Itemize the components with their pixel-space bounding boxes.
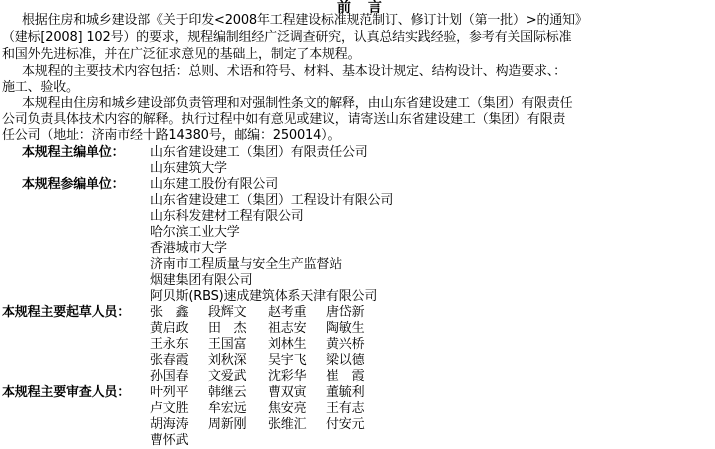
- paragraph-1-line-1: 根据住房和城乡建设部《关于印发<2008年工程建设标准规范制订、修订计划（第一批）>的通知》: [22, 13, 588, 28]
- paragraph-1-line-3: 和国外先进标准，并在广泛征求意见的基础上，制定了本规程。: [2, 47, 361, 62]
- participating-unit: 烟建集团有限公司: [150, 273, 253, 288]
- reviewer-name: 胡海涛: [150, 417, 189, 432]
- drafter-name: 张春霞: [150, 353, 189, 368]
- chief-units-label: 本规程主编单位：: [22, 145, 125, 160]
- drafter-name: 唐岱新: [326, 305, 365, 320]
- reviewer-name: 付安元: [326, 417, 365, 432]
- participating-unit: 山东省建设建工（集团）工程设计有限公司: [150, 193, 394, 208]
- participating-unit: 山东科发建材工程有限公司: [150, 209, 304, 224]
- paragraph-2-line-2: 施工、验收。: [2, 80, 79, 95]
- reviewers-row: [150, 433, 188, 449]
- drafters-label: 本规程主要起草人员：: [2, 305, 131, 320]
- reviewer-name: 曹双寅: [268, 385, 307, 400]
- paragraph-3-line-3: 任公司（地址：济南市经十路14380号，邮编：250014）。: [2, 128, 341, 143]
- drafter-name: 吴宇飞: [268, 353, 307, 368]
- reviewer-name: 韩继云: [208, 385, 247, 400]
- paragraph-3-line-1: 本规程由住房和城乡建设部负责管理和对强制性条文的解释，由山东省建设建工（集团）有限责任: [22, 96, 573, 111]
- chief-unit: 山东建筑大学: [150, 161, 227, 176]
- drafter-name: 沈彩华: [268, 369, 307, 384]
- drafter-name: 田 杰: [208, 321, 247, 336]
- reviewer-name: 王有志: [326, 401, 365, 416]
- reviewer-name: 卢文胜: [150, 401, 189, 416]
- chief-unit: 山东省建设建工（集团）有限责任公司: [150, 145, 368, 160]
- participating-unit: 哈尔滨工业大学: [150, 225, 240, 240]
- drafters-row: [150, 321, 364, 337]
- paragraph-3-line-2: 公司负责具体技术内容的解释。执行过程中如有意见或建议，请寄送山东省建设建工（集团）有限责: [2, 112, 566, 127]
- drafter-name: 刘秋深: [208, 353, 247, 368]
- reviewers-row: [150, 401, 364, 417]
- reviewer-name: 焦安亮: [268, 401, 307, 416]
- drafter-name: 陶敏生: [326, 321, 365, 336]
- drafters-row: [150, 369, 364, 385]
- drafter-name: 黄兴桥: [326, 337, 365, 352]
- participating-unit: 阿贝斯(RBS)速成建筑体系天津有限公司: [150, 289, 378, 304]
- drafter-name: 段辉文: [208, 305, 247, 320]
- page-title: 前 言: [337, 0, 388, 16]
- drafter-name: 王永东: [150, 337, 189, 352]
- drafter-name: 刘林生: [268, 337, 307, 352]
- reviewer-name: 董毓利: [326, 385, 365, 400]
- reviewer-name: 曹怀武: [150, 433, 189, 448]
- drafter-name: 王国富: [208, 337, 247, 352]
- reviewers-row: [150, 385, 364, 401]
- reviewer-name: 张维汇: [268, 417, 307, 432]
- reviewer-name: 周新刚: [208, 417, 247, 432]
- drafters-row: [150, 305, 364, 321]
- participating-unit: 济南市工程质量与安全生产监督站: [150, 257, 343, 272]
- reviewers-row: [150, 417, 364, 433]
- reviewers-label: 本规程主要审查人员：: [2, 385, 131, 400]
- paragraph-1-line-2: （建标[2008] 102号）的要求，规程编制组经广泛调查研究，认真总结实践经验，参考有关国际标准: [2, 30, 572, 45]
- drafters-row: [150, 337, 364, 353]
- drafter-name: 梁以德: [326, 353, 365, 368]
- drafter-name: 崔 霞: [326, 369, 365, 384]
- participating-units-label: 本规程参编单位：: [22, 177, 125, 192]
- drafter-name: 孙国春: [150, 369, 189, 384]
- drafter-name: 祖志安: [268, 321, 307, 336]
- reviewer-name: 牟宏远: [208, 401, 247, 416]
- drafter-name: 张 鑫: [150, 305, 189, 320]
- drafter-name: 赵考重: [268, 305, 307, 320]
- drafter-name: 文爱武: [208, 369, 247, 384]
- participating-unit: 山东建工股份有限公司: [150, 177, 279, 192]
- drafters-row: [150, 353, 364, 369]
- reviewer-name: 叶列平: [150, 385, 189, 400]
- paragraph-2-line-1: 本规程的主要技术内容包括：总则、术语和符号、材料、基本设计规定、结构设计、构造要求、：: [22, 64, 566, 79]
- drafter-name: 黄启政: [150, 321, 189, 336]
- participating-unit: 香港城市大学: [150, 241, 227, 256]
